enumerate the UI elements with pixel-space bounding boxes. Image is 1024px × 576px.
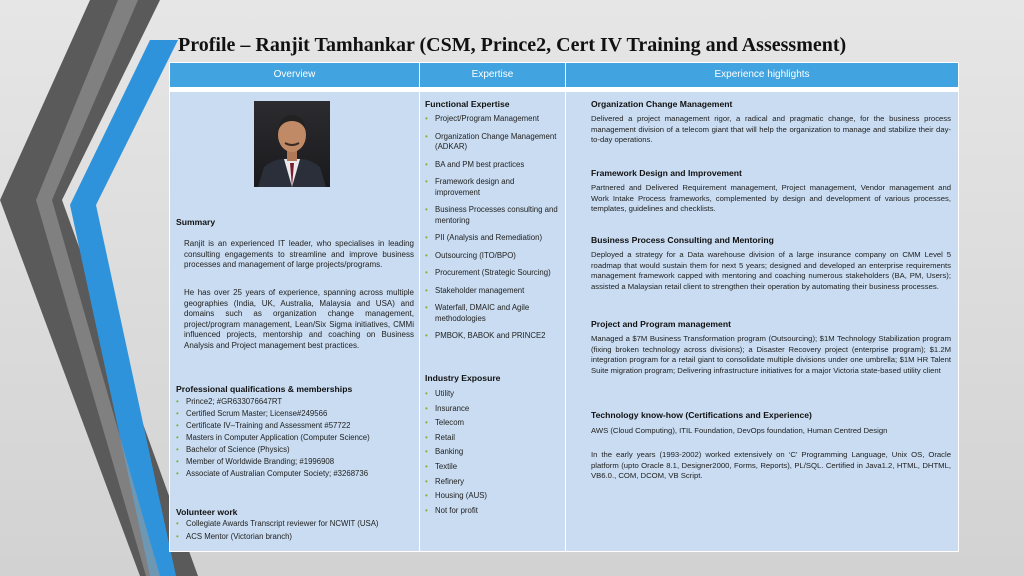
list-item: • Framework design and improvement [425, 177, 560, 198]
qualifications-heading: Professional qualifications & memberships [176, 384, 353, 394]
header-expertise: Expertise [420, 63, 565, 87]
header-experience: Experience highlights [566, 63, 958, 87]
experience-heading-program-mgmt: Project and Program management [591, 319, 731, 329]
list-item: • Masters in Computer Application (Computer Science) [176, 432, 416, 444]
experience-text-technology: AWS (Cloud Computing), ITIL Foundation, DevOps foundation, Human Centred Design [591, 426, 888, 435]
experience-text-org-change: Delivered a project management rigor, a radical and pragmatic change, for the business process management division of a telecom giant that will help the organization to manage and stabilize their day-to-day operations. [591, 114, 951, 145]
experience-heading-bp-consulting: Business Process Consulting and Mentoring [591, 235, 774, 245]
list-item: • Stakeholder management [425, 286, 560, 297]
list-item: • Waterfall, DMAIC and Agile methodologies [425, 303, 560, 324]
list-item: • Outsourcing (ITO/BPO) [425, 251, 560, 262]
list-item: • PMBOK, BABOK and PRINCE2 [425, 331, 560, 342]
list-item: • Organization Change Management (ADKAR) [425, 132, 560, 153]
overview-column [170, 87, 419, 551]
experience-heading-org-change: Organization Change Management [591, 99, 733, 109]
list-item: • ACS Mentor (Victorian branch) [176, 531, 416, 544]
experience-heading-technology: Technology know-how (Certifications and Experience) [591, 410, 812, 420]
list-item: • Certified Scrum Master; License#249566 [176, 408, 416, 420]
page-title: Profile – Ranjit Tamhankar (CSM, Prince2, Cert IV Training and Assessment) [178, 34, 847, 56]
list-item: • Procurement (Strategic Sourcing) [425, 268, 560, 279]
functional-expertise-heading: Functional Expertise [425, 99, 510, 109]
list-item: • Banking [425, 445, 560, 460]
volunteer-heading: Volunteer work [176, 507, 238, 517]
list-item: • BA and PM best practices [425, 160, 560, 171]
list-item: • Collegiate Awards Transcript reviewer for NCWIT (USA) [176, 518, 416, 531]
list-item: • Prince2; #GR633076647RT [176, 396, 416, 408]
industry-exposure-list [425, 387, 560, 518]
list-item: • Bachelor of Science (Physics) [176, 444, 416, 456]
list-item: • Member of Worldwide Branding; #1996908 [176, 456, 416, 468]
list-item: • Associate of Australian Computer Society; #3268736 [176, 468, 416, 480]
list-item: • Retail [425, 431, 560, 446]
summary-paragraph-2: He has over 25 years of experience, spanning across multiple geographies (India, UK, Australia, Malaysia and USA) and domains such as organization change management, project/program management, Lean/Six Sigma initiatives, CMMi influenced projects, mentorship and coaching on Business Analysis and Project management best practices. [184, 288, 414, 350]
list-item: • Insurance [425, 402, 560, 417]
list-item: • Refinery [425, 475, 560, 490]
header-overview: Overview [170, 63, 419, 87]
list-item: • Not for profit [425, 504, 560, 519]
summary-paragraph-1: Ranjit is an experienced IT leader, who specialises in leading consulting engagements to streamline and improve business processes and management of large projects/programs. [184, 239, 414, 270]
qualifications-list [176, 396, 416, 480]
experience-heading-framework: Framework Design and Improvement [591, 168, 742, 178]
functional-expertise-list [425, 114, 560, 342]
expertise-column [420, 87, 565, 551]
list-item: • Certificate IV–Training and Assessment #57722 [176, 420, 416, 432]
experience-text-early-years: In the early years (1993-2002) worked extensively on ‘C’ Programming Language, Unix OS, Oracle platform (upto Oracle 8.1, Designer2000, Forms, Reports), PL/SQL. Certified in Java1.2, HTML, DHTML, VB6.0., COM, DCOM, VB Script. [591, 450, 951, 481]
list-item: • PII (Analysis and Remediation) [425, 233, 560, 244]
list-item: • Project/Program Management [425, 114, 560, 125]
list-item: • Utility [425, 387, 560, 402]
volunteer-list [176, 518, 416, 543]
list-item: • Housing (AUS) [425, 489, 560, 504]
experience-text-bp-consulting: Deployed a strategy for a Data warehouse division of a large insurance company on CMM Level 5 roadmap that would sustain them for next 5 years; designed and developed an enterprise requirements management framework capped with mentoring and coaching numerous stakeholders (BA, PM, Users); assisted a Malaysian retail client to strengthen their operation by automating their business processes. [591, 250, 951, 292]
industry-exposure-heading: Industry Exposure [425, 373, 501, 383]
summary-heading: Summary [176, 217, 216, 227]
list-item: • Textile [425, 460, 560, 475]
list-item: • Telecom [425, 416, 560, 431]
person-portrait-icon [254, 101, 330, 187]
experience-text-program-mgmt: Managed a $7M Business Transformation program (Outsourcing); $1M Technology Stabilization program (fixing broken technology across divisions); a Disaster Recovery project (enterprise program); $1.2M integration program for a retail giant to consolidate multiple divisions under one umbrella; $1M HR Talent Suite migration program; Delivering infrastructure initiatives for a major Victoria state-based utility client [591, 334, 951, 376]
profile-table [169, 62, 959, 552]
experience-column [566, 87, 958, 551]
experience-text-framework: Partnered and Delivered Requirement management, Project management, Vendor management and Work Intake Process frameworks, complemented by design and development of various processes, templates, guidelines and checklists. [591, 183, 951, 214]
list-item: • Business Processes consulting and mentoring [425, 205, 560, 226]
